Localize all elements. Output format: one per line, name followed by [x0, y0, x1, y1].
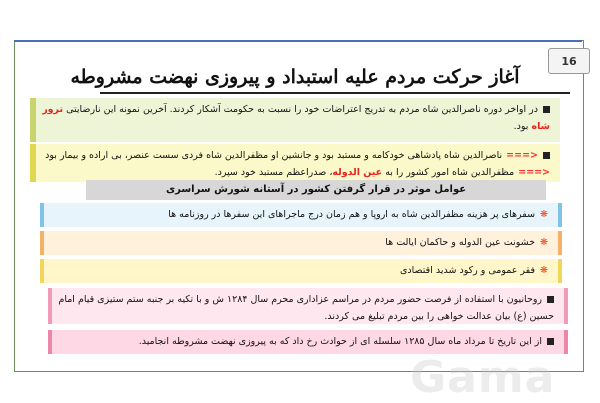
intro-tail: بود. [513, 121, 529, 132]
clergy-line-2: حسین (ع) بیان عدالت خواهی را بین مردم تبلیغ می کردند. [324, 311, 554, 322]
victory-block [48, 330, 568, 354]
victory-text: از این تاریخ تا مرداد ماه سال ۱۲۸۵ سلسله ای از حوادث رخ داد که به پیروزی نهضت مشروطه انجامید. [138, 336, 542, 347]
asterisk-icon: ❋ [540, 265, 548, 276]
rulers-line-2-highlight: عین الدوله [332, 167, 383, 178]
factor-text-3: فقر عمومی و رکود شدید اقتصادی [400, 265, 536, 276]
clergy-line-1 [58, 291, 554, 308]
factors-heading: عوامل موثر در قرار گرفتن کشور در آستانه شورش سراسری [86, 180, 546, 200]
arrow-icon: <=== [506, 150, 538, 161]
square-bullet-icon [543, 106, 550, 113]
square-bullet-icon [543, 152, 550, 159]
square-bullet-icon [547, 338, 554, 345]
intro-block [30, 98, 560, 142]
rulers-line-1 [42, 147, 550, 164]
clergy-block [48, 288, 568, 324]
rulers-line-2-end: ، صدراعظم مستبد خود سپرد. [214, 167, 333, 178]
rulers-line-2-start: مظفرالدین شاه امور کشور را به [385, 167, 515, 178]
square-bullet-icon [547, 296, 554, 303]
clergy-line-1-text: روحانیون با استفاده از فرصت حضور مردم در مراسم عزاداری محرم سال ۱۲۸۴ ش و با تکیه بر جنبه ستم ستیزی قیام امام [58, 294, 542, 305]
asterisk-icon: ❋ [540, 237, 548, 248]
asterisk-icon: ❋ [540, 209, 548, 220]
factor-text-1: سفرهای پر هزینه مظفرالدین شاه به اروپا و هم زمان درج ماجراهای این سفرها در روزنامه ها [168, 209, 536, 220]
factor-item-2 [40, 231, 562, 255]
slide-top-border [14, 40, 582, 42]
intro-highlight: ترور شاه [42, 104, 550, 132]
intro-text: در اواخر دوره ناصرالدین شاه مردم به تدریج اعتراضات خود را نسبت به حکومت آشکار کردند. آخرین نمونه این نارضایتی [66, 104, 538, 115]
factor-text-2: خشونت عین الدوله و حاکمان ایالت ها [385, 237, 536, 248]
title-underline [100, 92, 570, 94]
gama-watermark-logo: Gama [410, 352, 556, 403]
slide-number: 16 [548, 48, 590, 74]
rulers-line-1-text: ناصرالدین شاه پادشاهی خودکامه و مستبد بود و جانشین او مظفرالدین شاه فردی سست عنصر، بی اراده و بیمار بود [45, 150, 503, 161]
rulers-line-2 [42, 164, 550, 181]
factor-item-3 [40, 259, 562, 283]
factor-item-1 [40, 203, 562, 227]
arrow-icon: <=== [518, 167, 550, 178]
rulers-block [30, 144, 560, 182]
slide-title: آغاز حرکت مردم علیه استبداد و پیروزی نهضت مشروطه [70, 66, 520, 88]
